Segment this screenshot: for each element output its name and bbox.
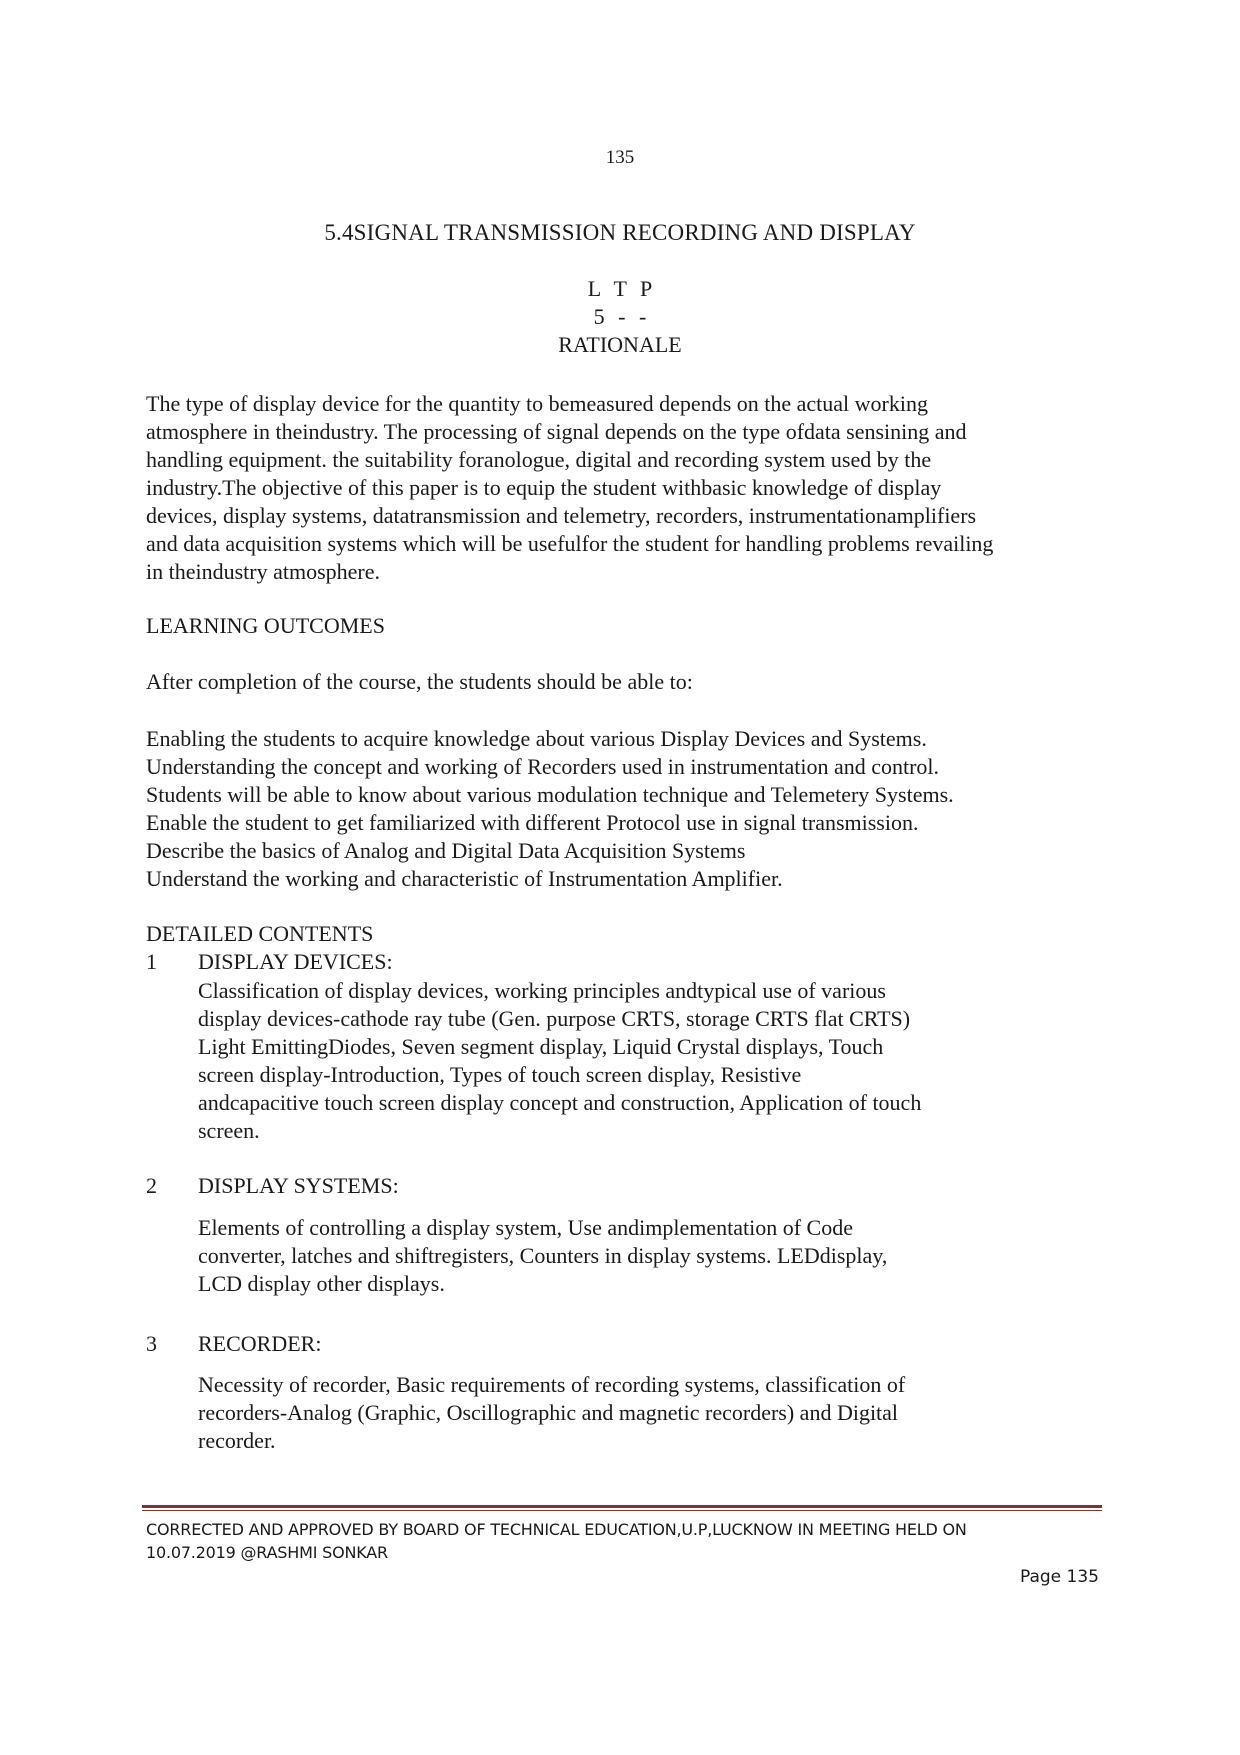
outcome-item: Understand the working and characteristic of Instrumentation Amplifier. xyxy=(146,866,783,891)
outcome-item: Understanding the concept and working of Recorders used in instrumentation and control. xyxy=(146,754,940,779)
rationale-line: industry.The objective of this paper is to equip the student withbasic knowledge of display xyxy=(146,475,942,500)
ltp-values: 5 - - xyxy=(593,304,647,329)
section-title: 5.4SIGNAL TRANSMISSION RECORDING AND DISPLAY xyxy=(324,220,916,245)
rationale-heading: RATIONALE xyxy=(558,332,682,357)
section-number: 1 xyxy=(146,949,157,974)
section-line: Light EmittingDiodes, Seven segment display, Liquid Crystal displays, Touch xyxy=(198,1034,884,1059)
section-line: screen display-Introduction, Types of touch screen display, Resistive xyxy=(198,1062,802,1087)
page-number-top: 135 xyxy=(605,147,635,168)
outcome-item: Enabling the students to acquire knowledge about various Display Devices and Systems. xyxy=(146,726,927,751)
footer-page-label: Page 135 xyxy=(1019,1567,1099,1587)
rationale-line: The type of display device for the quantity to bemeasured depends on the actual working xyxy=(146,391,928,416)
section-line: Elements of controlling a display system, Use andimplementation of Code xyxy=(198,1215,853,1240)
rationale-line: atmosphere in theindustry. The processing of signal depends on the type ofdata sensining and xyxy=(146,419,967,444)
outcome-item: Students will be able to know about various modulation technique and Telemetery Systems. xyxy=(146,782,954,807)
section-number: 2 xyxy=(146,1173,157,1198)
detailed-contents-heading: DETAILED CONTENTS xyxy=(146,921,374,946)
footer-line: 10.07.2019 @RASHMI SONKAR xyxy=(146,1543,388,1562)
footer-note xyxy=(146,1518,1106,1564)
section-line: screen. xyxy=(198,1118,260,1143)
learning-outcomes-list xyxy=(146,725,1106,893)
section-line: andcapacitive touch screen display concept and construction, Application of touch xyxy=(198,1090,922,1115)
rationale-line: and data acquisition systems which will be usefulfor the student for handling problems revailing xyxy=(146,531,994,556)
learning-outcomes-heading: LEARNING OUTCOMES xyxy=(146,613,385,638)
section-line: LCD display other displays. xyxy=(198,1271,445,1296)
learning-outcomes-intro: After completion of the course, the students should be able to: xyxy=(146,669,693,694)
rationale-line: devices, display systems, datatransmission and telemetry, recorders, instrumentationamplifiers xyxy=(146,503,977,528)
rationale-line: in theindustry atmosphere. xyxy=(146,559,381,584)
ltp-labels: L T P xyxy=(587,276,653,301)
footer-line: CORRECTED AND APPROVED BY BOARD OF TECHNICAL EDUCATION,U.P,LUCKNOW IN MEETING HELD ON xyxy=(146,1520,967,1539)
section-number: 3 xyxy=(146,1331,157,1356)
section-body-display-devices xyxy=(198,977,1028,1145)
section-line: recorder. xyxy=(198,1428,276,1453)
section-heading-recorder: RECORDER: xyxy=(198,1331,322,1356)
section-body-recorder xyxy=(198,1371,1028,1455)
footer-rule-thin xyxy=(142,1510,1102,1511)
rationale-line: handling equipment. the suitability foranologue, digital and recording system used by the xyxy=(146,447,932,472)
section-body-display-systems xyxy=(198,1214,1028,1298)
section-line: converter, latches and shiftregisters, Counters in display systems. LEDdisplay, xyxy=(198,1243,888,1268)
outcome-item: Describe the basics of Analog and Digital Data Acquisition Systems xyxy=(146,838,746,863)
section-heading-display-devices: DISPLAY DEVICES: xyxy=(198,949,393,974)
footer-rule-thick xyxy=(142,1505,1102,1508)
section-line: display devices-cathode ray tube (Gen. purpose CRTS, storage CRTS flat CRTS) xyxy=(198,1006,911,1031)
rationale-paragraph xyxy=(146,390,1106,586)
section-line: Classification of display devices, working principles andtypical use of various xyxy=(198,978,886,1003)
outcome-item: Enable the student to get familiarized with different Protocol use in signal transmission. xyxy=(146,810,919,835)
section-line: recorders-Analog (Graphic, Oscillographic and magnetic recorders) and Digital xyxy=(198,1400,899,1425)
section-line: Necessity of recorder, Basic requirements of recording systems, classification of xyxy=(198,1372,906,1397)
section-heading-display-systems: DISPLAY SYSTEMS: xyxy=(198,1173,399,1198)
